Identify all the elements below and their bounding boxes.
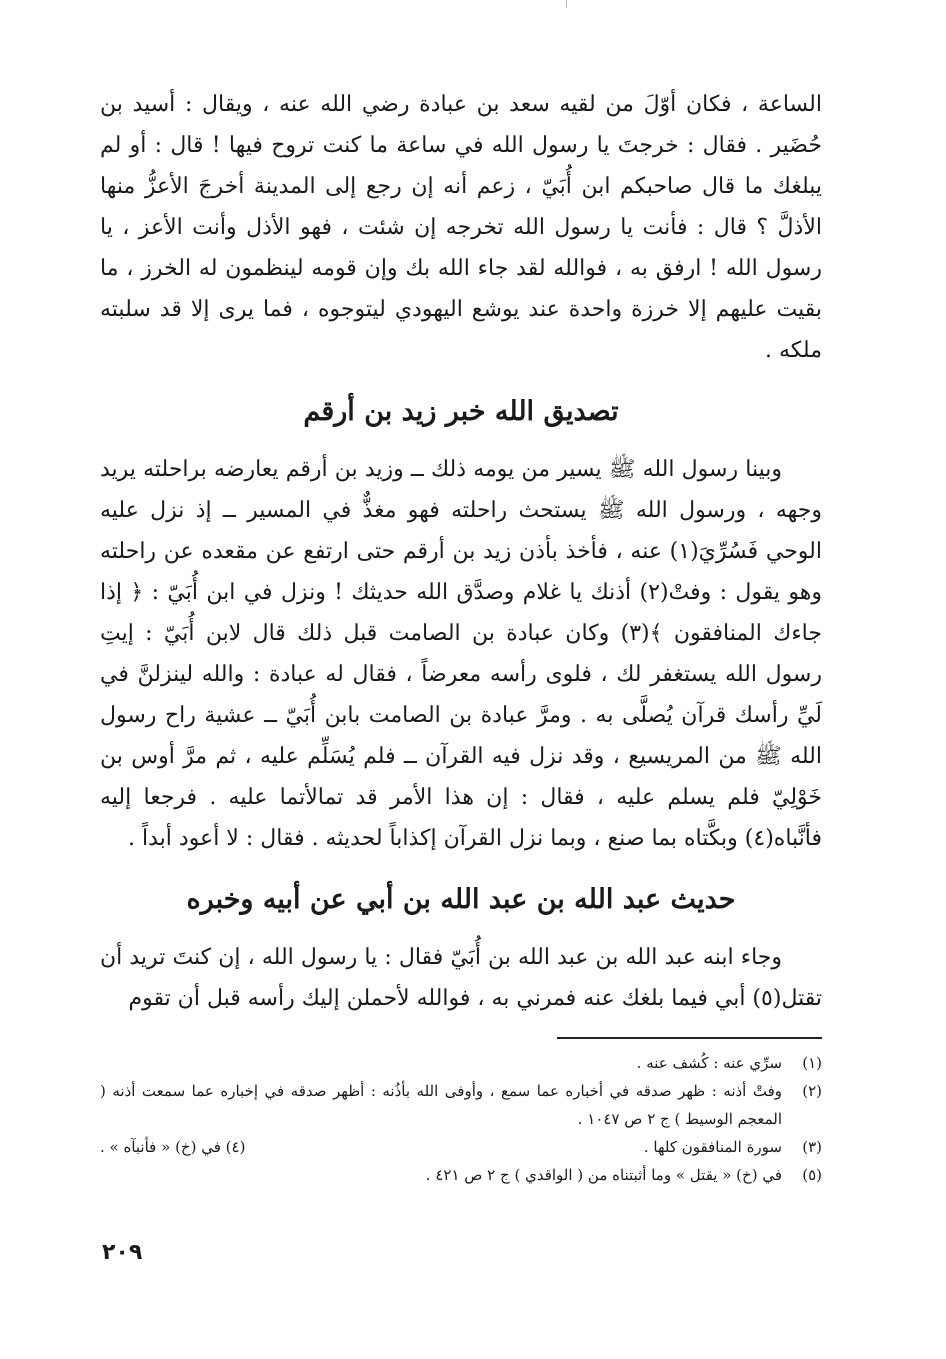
paragraph-1: الساعة ، فكان أوّلَ من لقيه سعد بن عبادة رضي الله عنه ، ويقال : أسيد بن حُضَير . فقال : خرجتَ يا رسول الله في ساعة ما كنت تروح فيها ! قال : أو لم يبلغك ما قال صاحبكم ابن أُبَيّ ، زعم أنه إن رجع إلى المدينة أخرجَ الأعزُّ منها الأذلَّ ؟ قال : فأنت يا رسول الله تخرجه إن شئت ، فهو الأذل وأنت الأعز ، يا رسول الله ! ارفق به ، فوالله لقد جاء الله بك وإن قومه لينظمون له الخرز ، ما بقيت عليهم إلا خرزة واحدة عند يوشع اليهودي ليتوجوه ، فما يرى إلا قد سلبته ملكه . (100, 92, 822, 363)
footnotes (100, 1049, 822, 1189)
scan-mark (566, 0, 567, 8)
footnote-3 (100, 1133, 822, 1161)
section-heading-1: تصديق الله خبر زيد بن أرقم (303, 396, 619, 427)
footnote-text: في (خ) « يقتل » وما أثبتناه من ( الواقدي ) ج ٢ ص ٤٢١ . (425, 1166, 782, 1184)
footnote-number: (٣) (802, 1138, 822, 1156)
footnote-4: (٤) في (خ) « فأنبآه » . (100, 1138, 246, 1156)
footnote-2 (100, 1077, 822, 1133)
footnote-text: سورة المنافقون كلها . (643, 1138, 782, 1156)
paragraph-3: وجاء ابنه عبد الله بن عبد الله بن أُبَيّ فقال : يا رسول الله ، إن كنتَ تريد أن تقتل(٥) أبي فيما بلغك عنه فمرني به ، فوالله لأحملن إليك رأسه قبل أن تقوم (100, 945, 822, 1011)
footnote-number: (٥) (802, 1166, 822, 1184)
footnote-5 (100, 1161, 822, 1189)
footnote-separator (557, 1037, 822, 1039)
section-heading-2: حديث عبد الله بن عبد الله بن أبي عن أبيه وخبره (186, 884, 736, 915)
footnote-number: (٢) (802, 1082, 822, 1100)
footnote-1 (100, 1049, 822, 1077)
page-content (100, 84, 822, 1189)
paragraph-2: وبينا رسول الله ﷺ يسير من يومه ذلك ــ وزيد بن أرقم يعارضه براحلته يريد وجهه ، ورسول الله ﷺ يستحث راحلته فهو مغذٌّ في المسير ــ إذ نزل عليه الوحي فَسُرِّيَ(١) عنه ، فأخذ بأذن زيد بن أرقم حتى ارتفع عن مقعده عن راحلته وهو يقول : وفتْ(٢) أذنك يا غلام وصدَّق الله حديثك ! ونزل في ابن أُبَيّ : ﴿ إذا جاءك المنافقون ﴾(٣) وكان عبادة بن الصامت قبل ذلك قال لابن أُبَيّ : إيتِ رسول الله يستغفر لك ، فلوى رأسه معرضاً ، فقال له عبادة : والله لينزلنَّ في لَيِّ رأسك قرآن يُصلَّى به . ومرَّ عبادة بن الصامت بابن أُبَيّ ــ عشية راح رسول الله ﷺ من المريسيع ، وقد نزل فيه القرآن ــ فلم يُسَلِّم عليه ، ثم مرَّ أوس بن خَوْلِيّ فلم يسلم عليه ، فقال : إن هذا الأمر قد تمالأتما عليه . فرجعا إليه فأنَّباه(٤) وبكَّتاه بما صنع ، وبما نزل القرآن إكذاباً لحديثه . فقال : لا أعود أبداً . (100, 457, 822, 851)
footnote-text: سرِّي عنه : كُشف عنه . (636, 1054, 782, 1072)
footnote-number: (١) (802, 1054, 822, 1072)
footnote-text: وفتْ أذنه : ظهر صدقه في أخباره عما سمع ، وأوفى الله بأذُنه : أظهر صدقه في إخباره عما سمعت أذنه ( المعجم الوسيط ) ج ٢ ص ١٠٤٧ . (100, 1082, 782, 1128)
page-number: ٢٠٩ (102, 1240, 143, 1265)
